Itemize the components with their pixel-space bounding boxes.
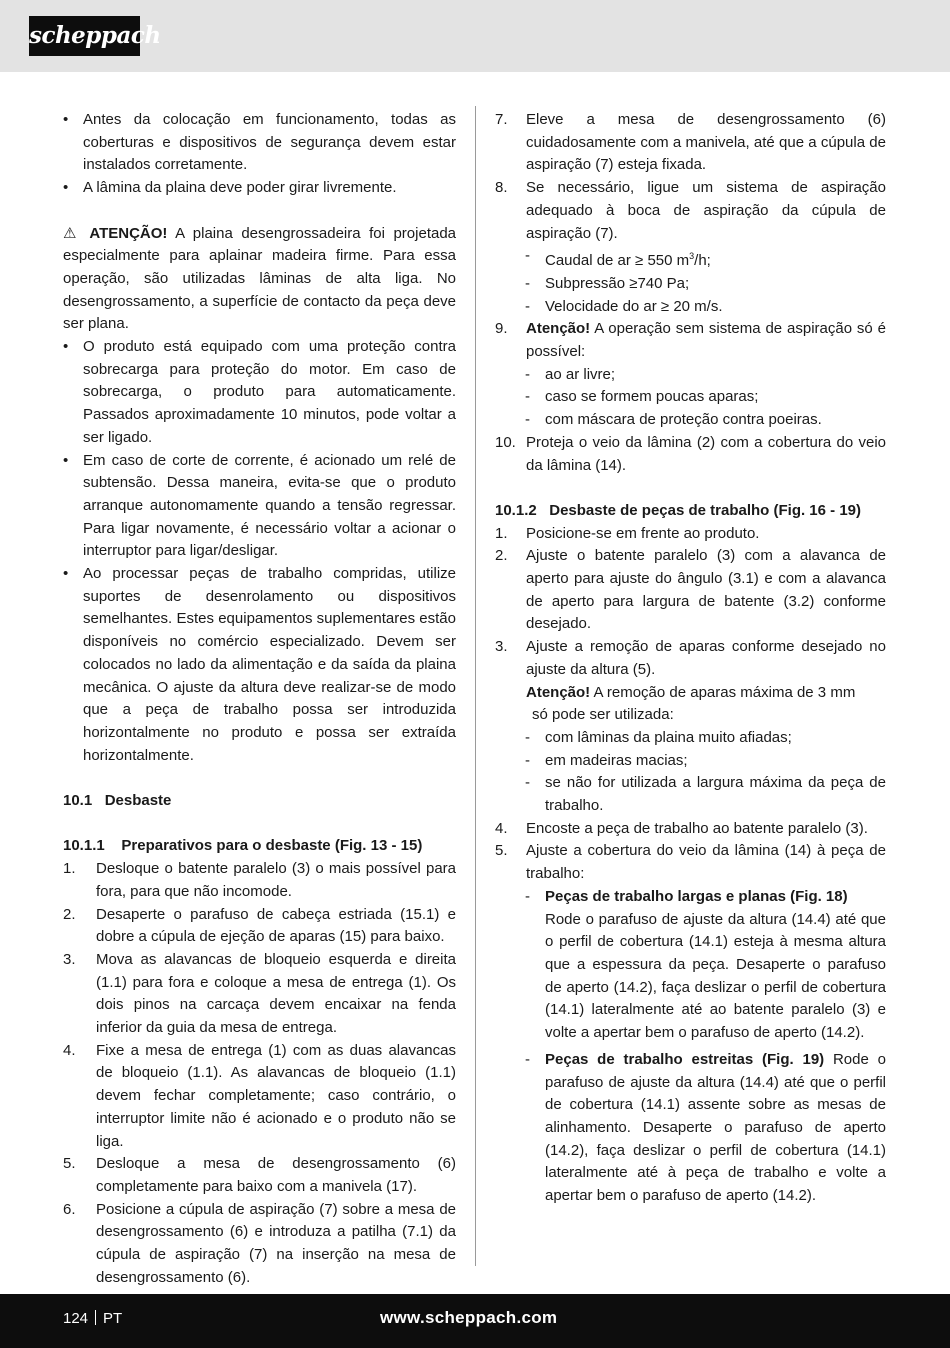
numbered-step: 1. Desloque o batente paralelo (3) o mais possível para fora, para que não incomode. — [63, 860, 456, 900]
page-number: 124 PT — [63, 1310, 123, 1327]
dash-item: - Velocidade do ar ≥ 20 m/s. — [525, 297, 723, 315]
numbered-step: 7. Eleve a mesa de desengrossamento (6) cuidadosamente com a manivela, até que a cúpula de aspiração (7) esteja fixada. — [495, 111, 886, 174]
footer-bar — [0, 1294, 950, 1348]
bullet-item: • Ao processar peças de trabalho compridas, utilize suportes de desenrolamento ou dispositivos semelhantes. Estes equipamentos suplementares estão disponíveis no comércio especializado. Devem ser colocados no lado da alimentação e da saída da plaina mecânica. O ajuste da altura deve realizar-se de modo que a peça de trabalho possa ser introduzida horizontalmente no produto e possa ser extraída horizontalmente. — [63, 565, 456, 764]
warning-paragraph: ⚠ ATENÇÃO! A plaina desengrossadeira foi projetada especialmente para aplainar madeira firme. Para essa operação, são utilizadas lâminas de alta liga. No desengrossamento, a superfície de contacto da peça deve ser plana. — [63, 224, 457, 333]
brand-logo: scheppach — [29, 16, 140, 56]
right-column — [495, 109, 886, 1208]
numbered-step: 9. Atenção! A operação sem sistema de aspiração só é possível: — [495, 320, 886, 361]
numbered-step: 1. Posicione-se em frente ao produto. — [495, 524, 760, 542]
bullet-item: • Em caso de corte de corrente, é acionado um relé de subtensão. Dessa maneira, evita-se que o produto arranque autonomamente quando a tensão regressar. Para ligar novamente, é necessário voltar a acionar o interruptor para ligar/desligar. — [63, 451, 456, 560]
column-divider — [475, 106, 476, 1266]
numbered-step: 3. Mova as alavancas de bloqueio esquerda e direita (1.1) para fora e coloque a mesa de entrega (1). Os dois pinos na carcaça devem encaixar na fenda inferior da guia da mesa de entrega. — [63, 950, 456, 1037]
numbered-step: 5. Ajuste a cobertura do veio da lâmina (14) à peça de trabalho: — [495, 842, 886, 883]
dash-item: - Peças de trabalho estreitas (Fig. 19) Rode o parafuso de ajuste da altura (14.4) até que o perfil de cobertura (14.1) assente sobre as mesas de alinhamento. Desaperte o parafuso de aperto (14.2), faça deslizar o perfil de cobertura (14.1) lateralmente até à peça de trabalho e volte a apertar bem o parafuso de aperto (14.2). — [525, 1050, 886, 1205]
subsection-heading: 10.1.1 Preparativos para o desbaste (Fig. 13 - 15) — [63, 837, 423, 855]
dash-item: - com máscara de proteção contra poeiras. — [525, 411, 822, 429]
left-column — [63, 109, 456, 1290]
numbered-step: 3. Ajuste a remoção de aparas conforme desejado no ajuste da altura (5). — [495, 638, 886, 678]
dash-item: - caso se formem poucas aparas; — [525, 388, 759, 406]
dash-item: - se não for utilizada a largura máxima da peça de trabalho. — [525, 774, 886, 815]
dash-item: - Caudal de ar ≥ 550 $m^3/h$; — [525, 247, 711, 270]
bullet-item: • O produto está equipado com uma proteção contra sobrecarga para proteção do motor. Em caso de sobrecarga, o produto para automaticamente. Passados aproximadamente 10 minutos, pode voltar a ser ligado. — [63, 338, 456, 446]
numbered-step: 4. Encoste a peça de trabalho ao batente paralelo (3). — [495, 819, 868, 837]
dash-item: - em madeiras macias; — [525, 751, 688, 769]
numbered-step: 8. Se necessário, ligue um sistema de aspiração adequado à boca de aspiração da cúpula de aspiração (7). — [495, 179, 886, 242]
numbered-step: 6. Posicione a cúpula de aspiração (7) sobre a mesa de desengrossamento (6) e introduza a patilha (7.1) da cúpula de aspiração (7) na inserção na mesa de desengrossamento (6). — [63, 1200, 456, 1286]
numbered-step: 2. Desaperte o parafuso de cabeça estriada (15.1) e dobre a cúpula de ejeção de aparas (15) para baixo. — [63, 905, 456, 946]
header-bar — [0, 0, 950, 72]
numbered-step: 2. Ajuste o batente paralelo (3) com a alavanca de aperto para ajuste do ângulo (3.1) e com a alavanca de aperto para largura de batente (3.2) conforme desejado. — [495, 547, 886, 633]
numbered-step: 5. Desloque a mesa de desengrossamento (6) completamente para baixo com a manivela (17). — [63, 1155, 456, 1195]
subsection-heading: 10.1.2 Desbaste de peças de trabalho (Fig. 16 - 19) — [495, 501, 862, 519]
warning-triangle-icon: ⚠ — [63, 224, 81, 242]
dash-item: - Subpressão ≥740 Pa; — [525, 274, 690, 292]
dash-item: - com lâminas da plaina muito afiadas; — [525, 728, 792, 746]
numbered-step: 10. Proteja o veio da lâmina (2) com a cobertura do veio da lâmina (14). — [495, 433, 886, 474]
section-heading: 10.1 Desbaste — [63, 792, 172, 810]
bullet-item: • A lâmina da plaina deve poder girar livremente. — [63, 179, 397, 197]
dash-item: - ao ar livre; — [525, 365, 616, 383]
numbered-step: 4. Fixe a mesa de entrega (1) com as duas alavancas de bloqueio (1.1). As alavancas de bloqueio (1.1) devem fechar completamente; caso contrário, o interruptor limite não é acionado e o produto não se liga. — [63, 1041, 456, 1150]
warning-note-continued: só pode ser utilizada: — [532, 706, 674, 724]
bullet-item: • Antes da colocação em funcionamento, todas as coberturas e dispositivos de segurança devem estar instalados corretamente. — [63, 111, 456, 174]
website-link[interactable]: www.scheppach.com — [380, 1308, 558, 1327]
warning-note: Atenção! A remoção de aparas máxima de 3 mm — [526, 683, 856, 701]
dash-item: - Peças de trabalho largas e planas (Fig. 18) Rode o parafuso de ajuste da altura (14.4) até que o perfil de cobertura (14.1) esteja à mesma altura que a espessura da peça. Desaperte o parafuso de aperto (14.2), faça deslizar o perfil de cobertura (14.1) lateralmente até ao batente paralelo (3) e volte a apertar bem o parafuso de aperto (14.2). — [525, 887, 886, 1042]
